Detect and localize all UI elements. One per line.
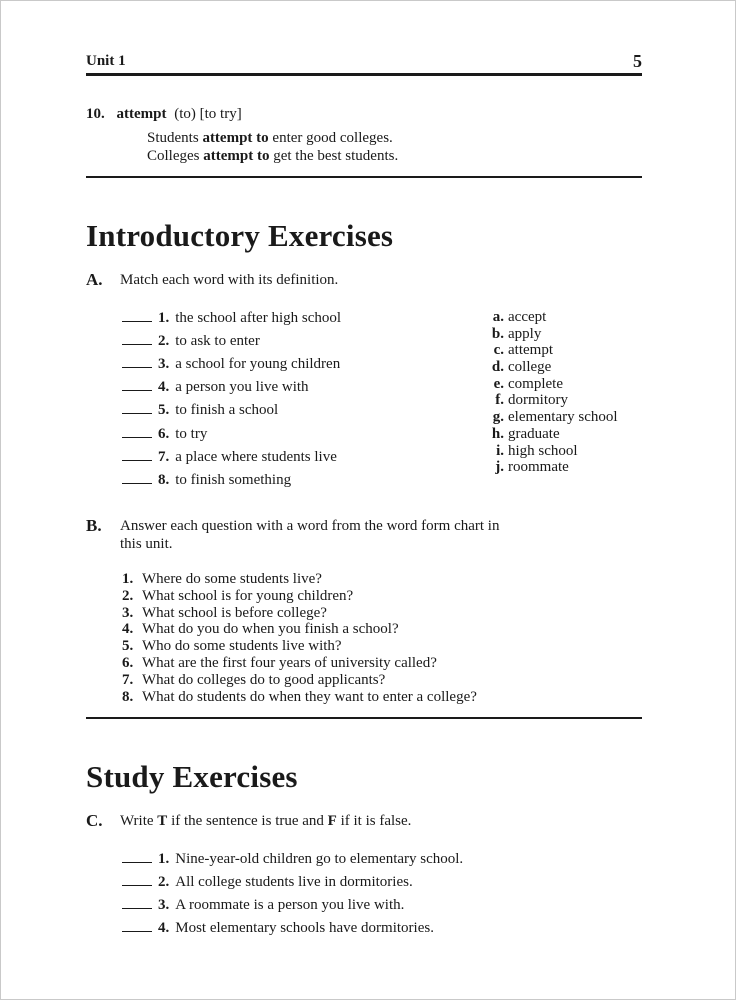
answer-blank[interactable] — [122, 919, 152, 932]
item-text: to finish something — [175, 472, 292, 488]
question-item — [122, 605, 477, 622]
question-item — [122, 638, 477, 655]
choice-letter: f. — [495, 392, 504, 409]
choice-letter: d. — [491, 359, 504, 376]
item-number: 4. — [158, 920, 170, 936]
choice-text: elementary school — [508, 409, 618, 426]
choice-text: dormitory — [508, 392, 568, 409]
section-divider — [86, 717, 642, 719]
answer-blank[interactable] — [122, 401, 152, 414]
choice-letter: j. — [495, 459, 504, 476]
vocab-example — [147, 129, 393, 147]
item-text: to ask to enter — [175, 333, 260, 349]
item-number: 2. — [158, 333, 170, 349]
instruction-text: Answer each question with a word from the word form chart in — [120, 518, 500, 534]
question-item — [122, 621, 477, 638]
question-text: What do students do when they want to enter a college? — [142, 688, 477, 705]
example-keyword: attempt to — [202, 130, 269, 146]
answer-blank[interactable] — [122, 873, 152, 886]
item-text: Most elementary schools have dormitories. — [175, 920, 434, 936]
choice-letter: h. — [491, 425, 504, 442]
true-false-item — [122, 850, 463, 868]
choice-letter: i. — [496, 442, 504, 459]
item-number: 2. — [158, 874, 170, 890]
choice-letter: a. — [492, 309, 504, 325]
match-item — [122, 378, 309, 396]
choice-text: apply — [508, 325, 542, 342]
choice-letter: g. — [492, 409, 504, 426]
item-text: a place where students live — [175, 449, 337, 465]
item-text: to try — [175, 426, 208, 442]
question-item — [122, 571, 477, 588]
item-number: 3. — [158, 356, 170, 372]
item-number: 4. — [158, 379, 170, 395]
question-number: 2. — [122, 587, 134, 604]
choice-item — [482, 359, 618, 376]
question-text: What school is for young children? — [142, 587, 354, 604]
item-number: 1. — [158, 310, 170, 326]
answer-choices — [482, 309, 618, 476]
instruction-part: if it is false. — [336, 813, 412, 829]
section-divider — [86, 176, 642, 178]
page-number: 5 — [633, 51, 642, 71]
choice-letter: b. — [491, 325, 504, 342]
choice-item — [482, 309, 618, 326]
example-text: get the best students. — [269, 148, 399, 164]
item-number: 1. — [158, 851, 170, 867]
item-number: 6. — [158, 426, 170, 442]
exercise-letter: A. — [86, 270, 103, 289]
choice-item — [482, 392, 618, 409]
question-number: 5. — [122, 638, 134, 655]
instruction-keyword: F — [327, 813, 337, 829]
item-text: A roommate is a person you live with. — [175, 897, 405, 913]
item-text: a person you live with — [175, 379, 309, 395]
match-item — [122, 401, 278, 419]
answer-blank[interactable] — [122, 309, 152, 322]
item-number: 3. — [158, 897, 170, 913]
section-title-study: Study Exercises — [86, 759, 298, 794]
item-number: 7. — [158, 449, 170, 465]
question-item — [122, 672, 477, 689]
header-rule — [86, 73, 642, 76]
instruction-text: Match each word with its definition. — [120, 272, 339, 288]
question-list — [122, 571, 477, 705]
question-number: 3. — [122, 604, 134, 621]
vocab-headword-line — [86, 105, 242, 123]
choice-item — [482, 409, 618, 426]
page-header — [86, 53, 642, 73]
match-item — [122, 471, 291, 489]
question-item — [122, 689, 477, 706]
question-text: Where do some students live? — [142, 571, 322, 587]
instruction-text — [120, 812, 411, 830]
match-item — [122, 448, 337, 466]
item-text: the school after high school — [175, 310, 342, 326]
vocab-example — [147, 147, 398, 165]
example-text: Students — [147, 130, 203, 146]
question-text: What school is before college? — [142, 604, 327, 621]
choice-text: college — [508, 359, 552, 376]
choice-item — [482, 376, 618, 393]
match-item — [122, 332, 260, 350]
choice-item — [482, 426, 618, 443]
match-item — [122, 355, 340, 373]
choice-text: attempt — [508, 342, 553, 359]
instruction-keyword: T — [157, 813, 168, 829]
item-text: a school for young children — [175, 356, 341, 372]
item-text: All college students live in dormitories. — [175, 874, 413, 890]
choice-item — [482, 342, 618, 359]
question-number: 4. — [122, 621, 134, 638]
item-number: 5. — [158, 402, 170, 418]
answer-blank[interactable] — [122, 850, 152, 863]
choice-letter: e. — [493, 375, 504, 392]
answer-blank[interactable] — [122, 896, 152, 909]
choice-text: roommate — [508, 459, 569, 476]
answer-blank[interactable] — [122, 355, 152, 368]
instruction-part: Write — [120, 813, 158, 829]
item-text: Nine-year-old children go to elementary school. — [175, 851, 464, 867]
question-text: What are the first four years of university called? — [142, 654, 437, 671]
match-item — [122, 425, 207, 443]
exercise-letter: B. — [86, 516, 102, 535]
choice-text: high school — [508, 442, 578, 459]
answer-blank[interactable] — [122, 471, 152, 484]
true-false-item — [122, 896, 404, 914]
vocab-forms: (to) [to try] — [174, 106, 242, 122]
exercise-letter: C. — [86, 811, 103, 830]
answer-blank[interactable] — [122, 378, 152, 391]
section-title-introductory: Introductory Exercises — [86, 218, 394, 253]
unit-label: Unit 1 — [86, 53, 126, 69]
question-number: 6. — [122, 654, 134, 671]
question-text: What do you do when you finish a school? — [142, 621, 399, 638]
question-item — [122, 655, 477, 672]
item-text: to finish a school — [175, 402, 279, 418]
example-text: enter good colleges. — [268, 130, 393, 146]
choice-text: complete — [508, 375, 563, 392]
answer-blank[interactable] — [122, 425, 152, 438]
choice-text: accept — [508, 309, 547, 325]
true-false-item — [122, 919, 434, 937]
choice-letter: c. — [493, 342, 504, 359]
question-text: What do colleges do to good applicants? — [142, 671, 386, 688]
match-item — [122, 309, 341, 327]
item-number: 8. — [158, 472, 170, 488]
true-false-item — [122, 873, 413, 891]
question-text: Who do some students live with? — [142, 638, 342, 655]
question-number: 7. — [122, 671, 134, 688]
example-keyword: attempt to — [203, 148, 270, 164]
vocab-word: attempt — [116, 106, 167, 122]
question-item — [122, 588, 477, 605]
instruction-part: if the sentence is true and — [167, 813, 328, 829]
choice-item — [482, 443, 618, 460]
choice-text: graduate — [508, 425, 560, 442]
answer-blank[interactable] — [122, 448, 152, 461]
choice-item — [482, 326, 618, 343]
question-number: 8. — [122, 688, 134, 705]
question-number: 1. — [122, 571, 134, 587]
choice-item — [482, 459, 618, 476]
answer-blank[interactable] — [122, 332, 152, 345]
instruction-text: this unit. — [120, 536, 173, 552]
vocab-number: 10. — [86, 106, 105, 122]
example-text: Colleges — [147, 148, 204, 164]
